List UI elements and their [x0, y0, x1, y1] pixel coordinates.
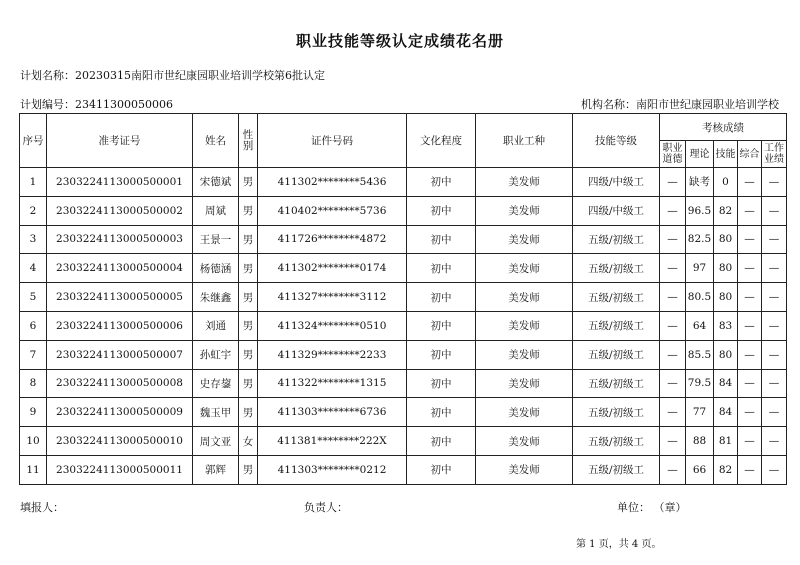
header-row: [20, 114, 787, 141]
header-exam-no: 准考证号: [47, 114, 193, 168]
cell-name: 史存鋆: [193, 369, 239, 398]
cell-work: —: [762, 340, 787, 369]
cell-ethics: —: [660, 283, 686, 312]
header-ethics: 职业道德: [660, 141, 686, 168]
cell-skill: 82: [714, 196, 738, 225]
cell-work: —: [762, 168, 787, 197]
cell-occupation: 美发师: [476, 340, 573, 369]
score-roster-table: [19, 113, 787, 485]
table-row: [20, 369, 787, 398]
cell-id-no: 410402********5736: [258, 196, 407, 225]
cell-overall: —: [738, 311, 762, 340]
header-scores-group: 考核成绩: [660, 114, 787, 141]
cell-seq: 9: [20, 398, 47, 427]
cell-education: 初中: [407, 311, 476, 340]
cell-level: 四级/中级工: [573, 196, 660, 225]
cell-education: 初中: [407, 196, 476, 225]
cell-work: —: [762, 283, 787, 312]
cell-ethics: —: [660, 196, 686, 225]
organization-name: 机构名称：南阳市世纪康园职业培训学校: [581, 98, 779, 111]
cell-overall: —: [738, 398, 762, 427]
cell-education: 初中: [407, 369, 476, 398]
cell-overall: —: [738, 455, 762, 484]
cell-ethics: —: [660, 398, 686, 427]
cell-education: 初中: [407, 283, 476, 312]
header-overall: 综合: [738, 141, 762, 168]
cell-id-no: 411302********0174: [258, 254, 407, 283]
cell-theory: 77: [686, 398, 714, 427]
cell-ethics: —: [660, 311, 686, 340]
cell-occupation: 美发师: [476, 254, 573, 283]
page-number: 第 1 页，共 4 页。: [576, 539, 662, 550]
cell-seq: 4: [20, 254, 47, 283]
cell-exam-no: 2303224113000500010: [47, 427, 193, 456]
cell-occupation: 美发师: [476, 427, 573, 456]
header-id-no: 证件号码: [258, 114, 407, 168]
cell-id-no: 411324********0510: [258, 311, 407, 340]
cell-seq: 3: [20, 225, 47, 254]
cell-work: —: [762, 254, 787, 283]
cell-overall: —: [738, 196, 762, 225]
cell-work: —: [762, 225, 787, 254]
cell-education: 初中: [407, 168, 476, 197]
cell-id-no: 411726********4872: [258, 225, 407, 254]
header-education: 文化程度: [407, 114, 476, 168]
header-occupation: 职业工种: [476, 114, 573, 168]
table-row: [20, 254, 787, 283]
cell-education: 初中: [407, 455, 476, 484]
cell-exam-no: 2303224113000500001: [47, 168, 193, 197]
header-work: 工作业绩: [762, 141, 787, 168]
cell-education: 初中: [407, 340, 476, 369]
roster-body: [20, 168, 787, 485]
cell-name: 魏玉甲: [193, 398, 239, 427]
cell-education: 初中: [407, 427, 476, 456]
cell-occupation: 美发师: [476, 225, 573, 254]
cell-overall: —: [738, 427, 762, 456]
cell-skill: 83: [714, 311, 738, 340]
cell-skill: 81: [714, 427, 738, 456]
cell-gender: 男: [239, 283, 258, 312]
header-seq: 序号: [20, 114, 47, 168]
cell-overall: —: [738, 340, 762, 369]
cell-skill: 82: [714, 455, 738, 484]
cell-level: 五级/初级工: [573, 225, 660, 254]
table-row: [20, 427, 787, 456]
cell-skill: 84: [714, 369, 738, 398]
header-theory: 理论: [686, 141, 714, 168]
unit-seal-label: 单位： （章）: [617, 501, 687, 514]
cell-exam-no: 2303224113000500006: [47, 311, 193, 340]
cell-gender: 女: [239, 427, 258, 456]
cell-id-no: 411303********0212: [258, 455, 407, 484]
header-gender: 性别: [239, 114, 258, 168]
cell-level: 五级/初级工: [573, 311, 660, 340]
table-row: [20, 196, 787, 225]
cell-level: 五级/初级工: [573, 455, 660, 484]
cell-exam-no: 2303224113000500011: [47, 455, 193, 484]
cell-exam-no: 2303224113000500004: [47, 254, 193, 283]
cell-exam-no: 2303224113000500009: [47, 398, 193, 427]
cell-ethics: —: [660, 168, 686, 197]
cell-theory: 66: [686, 455, 714, 484]
cell-gender: 男: [239, 168, 258, 197]
cell-level: 五级/初级工: [573, 340, 660, 369]
responsible-label: 负责人：: [304, 501, 348, 514]
cell-level: 五级/初级工: [573, 398, 660, 427]
cell-name: 孙虹宇: [193, 340, 239, 369]
cell-theory: 85.5: [686, 340, 714, 369]
cell-overall: —: [738, 225, 762, 254]
cell-level: 五级/初级工: [573, 369, 660, 398]
cell-theory: 88: [686, 427, 714, 456]
cell-ethics: —: [660, 254, 686, 283]
plan-name: 计划名称：20230315南阳市世纪康园职业培训学校第6批认定: [20, 69, 325, 82]
table-row: [20, 311, 787, 340]
table-row: [20, 455, 787, 484]
cell-gender: 男: [239, 196, 258, 225]
cell-theory: 96.5: [686, 196, 714, 225]
cell-skill: 80: [714, 340, 738, 369]
cell-occupation: 美发师: [476, 168, 573, 197]
header-name: 姓名: [193, 114, 239, 168]
cell-name: 刘通: [193, 311, 239, 340]
table-row: [20, 168, 787, 197]
cell-gender: 男: [239, 225, 258, 254]
cell-gender: 男: [239, 455, 258, 484]
cell-skill: 80: [714, 225, 738, 254]
cell-education: 初中: [407, 254, 476, 283]
table-row: [20, 340, 787, 369]
header-level: 技能等级: [573, 114, 660, 168]
header-skill: 技能: [714, 141, 738, 168]
cell-occupation: 美发师: [476, 283, 573, 312]
cell-education: 初中: [407, 225, 476, 254]
cell-name: 周文亚: [193, 427, 239, 456]
cell-name: 郭辉: [193, 455, 239, 484]
cell-id-no: 411381********222X: [258, 427, 407, 456]
cell-occupation: 美发师: [476, 311, 573, 340]
cell-occupation: 美发师: [476, 369, 573, 398]
table-row: [20, 225, 787, 254]
cell-theory: 79.5: [686, 369, 714, 398]
cell-occupation: 美发师: [476, 455, 573, 484]
cell-exam-no: 2303224113000500002: [47, 196, 193, 225]
cell-skill: 80: [714, 254, 738, 283]
table-row: [20, 283, 787, 312]
cell-level: 五级/初级工: [573, 254, 660, 283]
cell-occupation: 美发师: [476, 196, 573, 225]
cell-exam-no: 2303224113000500005: [47, 283, 193, 312]
filled-by-label: 填报人：: [20, 501, 64, 514]
cell-skill: 84: [714, 398, 738, 427]
cell-gender: 男: [239, 254, 258, 283]
cell-gender: 男: [239, 340, 258, 369]
cell-theory: 缺考: [686, 168, 714, 197]
cell-name: 杨德涵: [193, 254, 239, 283]
cell-work: —: [762, 311, 787, 340]
cell-name: 周斌: [193, 196, 239, 225]
cell-seq: 5: [20, 283, 47, 312]
cell-name: 王景一: [193, 225, 239, 254]
cell-skill: 0: [714, 168, 738, 197]
cell-exam-no: 2303224113000500007: [47, 340, 193, 369]
cell-theory: 82.5: [686, 225, 714, 254]
cell-overall: —: [738, 168, 762, 197]
cell-id-no: 411303********6736: [258, 398, 407, 427]
cell-theory: 64: [686, 311, 714, 340]
cell-level: 五级/初级工: [573, 427, 660, 456]
cell-exam-no: 2303224113000500008: [47, 369, 193, 398]
cell-theory: 97: [686, 254, 714, 283]
cell-work: —: [762, 398, 787, 427]
document-title: 职业技能等级认定成绩花名册: [295, 32, 504, 50]
cell-work: —: [762, 196, 787, 225]
cell-gender: 男: [239, 398, 258, 427]
cell-seq: 1: [20, 168, 47, 197]
cell-level: 五级/初级工: [573, 283, 660, 312]
cell-work: —: [762, 455, 787, 484]
cell-work: —: [762, 369, 787, 398]
cell-seq: 7: [20, 340, 47, 369]
cell-gender: 男: [239, 311, 258, 340]
plan-number: 计划编号：23411300050006: [20, 98, 173, 111]
cell-work: —: [762, 427, 787, 456]
cell-gender: 男: [239, 369, 258, 398]
cell-occupation: 美发师: [476, 398, 573, 427]
cell-overall: —: [738, 254, 762, 283]
cell-exam-no: 2303224113000500003: [47, 225, 193, 254]
cell-ethics: —: [660, 455, 686, 484]
cell-overall: —: [738, 283, 762, 312]
cell-seq: 6: [20, 311, 47, 340]
cell-skill: 80: [714, 283, 738, 312]
cell-id-no: 411302********5436: [258, 168, 407, 197]
cell-level: 四级/中级工: [573, 168, 660, 197]
cell-ethics: —: [660, 225, 686, 254]
cell-name: 宋德斌: [193, 168, 239, 197]
cell-ethics: —: [660, 340, 686, 369]
cell-id-no: 411327********3112: [258, 283, 407, 312]
cell-theory: 80.5: [686, 283, 714, 312]
table-row: [20, 398, 787, 427]
cell-id-no: 411329********2233: [258, 340, 407, 369]
cell-ethics: —: [660, 427, 686, 456]
cell-id-no: 411322********1315: [258, 369, 407, 398]
cell-seq: 8: [20, 369, 47, 398]
cell-name: 朱继鑫: [193, 283, 239, 312]
cell-seq: 2: [20, 196, 47, 225]
cell-ethics: —: [660, 369, 686, 398]
cell-seq: 11: [20, 455, 47, 484]
cell-overall: —: [738, 369, 762, 398]
cell-education: 初中: [407, 398, 476, 427]
cell-seq: 10: [20, 427, 47, 456]
